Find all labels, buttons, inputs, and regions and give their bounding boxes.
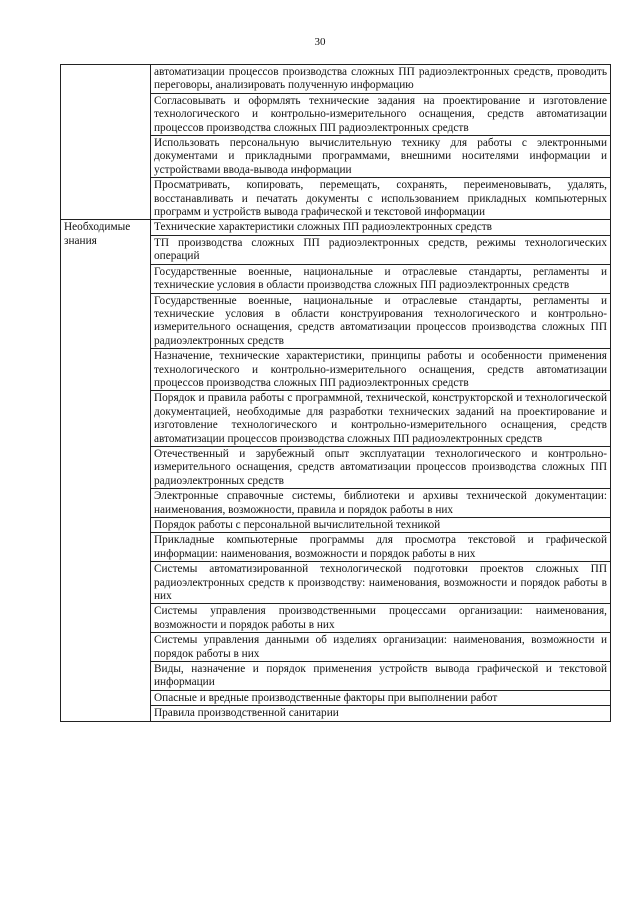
skill-item: автоматизации процессов производства сложных ПП радиоэлектронных средств, проводить переговоры, анализировать полученную информацию bbox=[151, 65, 611, 94]
knowledge-item: Системы управления данными об изделиях организации: наименования, возможности и порядок работы в них bbox=[151, 633, 611, 662]
knowledge-item: Порядок и правила работы с программной, технической, конструкторской и технологической документацией, необходимые для разработки технических заданий на проектирование и изготовление технологического и контрольно-измерительного оснащения, средств автоматизации процессов производства сложных ПП радиоэлектронных средств bbox=[151, 391, 611, 447]
row-label-skills bbox=[61, 65, 151, 220]
knowledge-item: Отечественный и зарубежный опыт эксплуатации технологического и контрольно-измерительного оснащения, средств автоматизации процессов производства сложных ПП радиоэлектронных средств bbox=[151, 446, 611, 488]
knowledge-item: Системы управления производственными процессами организации: наименования, возможности и порядок работы в них bbox=[151, 604, 611, 633]
skill-item: Согласовывать и оформлять технические задания на проектирование и изготовление технологического и контрольно-измерительного оснащения, средств автоматизации процессов производства сложных ПП радиоэлектронных средств bbox=[151, 93, 611, 135]
knowledge-item: Виды, назначение и порядок применения устройств вывода графической и текстовой информации bbox=[151, 662, 611, 691]
table-row bbox=[61, 220, 611, 235]
knowledge-item: Правила производственной санитарии bbox=[151, 706, 611, 721]
knowledge-item: ТП производства сложных ПП радиоэлектронных средств, режимы технологических операций bbox=[151, 235, 611, 264]
knowledge-item: Государственные военные, национальные и отраслевые стандарты, регламенты и технические условия в области производства сложных ПП радиоэлектронных средств bbox=[151, 264, 611, 293]
page-number: 30 bbox=[314, 36, 326, 48]
knowledge-item: Системы автоматизированной технологической подготовки проектов сложных ПП радиоэлектронных средств к производству: наименования, возможности и порядок работы в них bbox=[151, 562, 611, 604]
knowledge-item: Государственные военные, национальные и отраслевые стандарты, регламенты и технические условия в области конструирования технологического и контрольно-измерительного оснащения, средств автоматизации процессов производства сложных ПП радиоэлектронных средств bbox=[151, 293, 611, 349]
knowledge-item: Назначение, технические характеристики, принципы работы и особенности применения технологического и контрольно-измерительного оснащения, средств автоматизации процессов производства сложных ПП радиоэлектронных средств bbox=[151, 349, 611, 391]
knowledge-item: Опасные и вредные производственные факторы при выполнении работ bbox=[151, 690, 611, 705]
table-row bbox=[61, 65, 611, 94]
knowledge-item: Порядок работы с персональной вычислительной техникой bbox=[151, 518, 611, 533]
skill-item: Просматривать, копировать, перемещать, сохранять, переименовывать, удалять, восстанавливать и печатать документы с использованием прикладных компьютерных программ и устройств вывода графической и текстовой информации bbox=[151, 178, 611, 220]
requirements-table bbox=[60, 64, 611, 722]
row-label-knowledge: Необходимые знания bbox=[61, 220, 151, 721]
knowledge-item: Электронные справочные системы, библиотеки и архивы технической документации: наименования, возможности, правила и порядок работы в них bbox=[151, 489, 611, 518]
knowledge-item: Технические характеристики сложных ПП радиоэлектронных средств bbox=[151, 220, 611, 235]
knowledge-item: Прикладные компьютерные программы для просмотра текстовой и графической информации: наименования, возможности и порядок работы в них bbox=[151, 533, 611, 562]
skill-item: Использовать персональную вычислительную технику для работы с электронными документами и прикладными программами, внешними носителями информации и устройствами ввода-вывода информации bbox=[151, 136, 611, 178]
